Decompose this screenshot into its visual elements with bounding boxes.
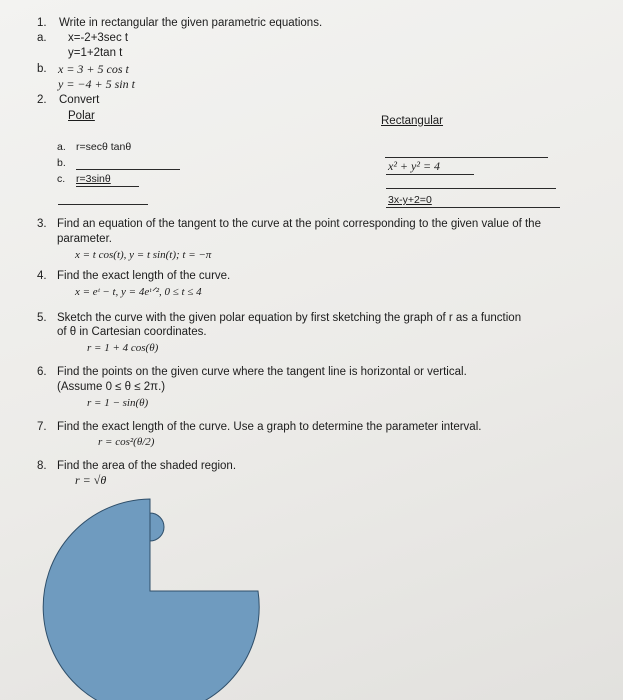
- q1b-y-equation: y = −4 + 5 sin t: [58, 77, 135, 91]
- polar-column-header: Polar: [68, 110, 95, 122]
- q2-number: 2.: [37, 94, 47, 106]
- q6-number: 6.: [37, 366, 47, 378]
- q8-number: 8.: [37, 460, 47, 472]
- q8-text: Find the area of the shaded region.: [57, 460, 237, 472]
- q5-text-line2: of θ in Cartesian coordinates.: [57, 326, 207, 338]
- q2b-rect-underline: [386, 174, 474, 175]
- q2b-polar-blank: [76, 169, 180, 170]
- q1-number: 1.: [37, 17, 47, 29]
- q5-number: 5.: [37, 312, 47, 324]
- q2a-label: a.: [57, 141, 66, 153]
- q3-number: 3.: [37, 218, 47, 230]
- q2a-polar: r=secθ tanθ: [76, 141, 132, 153]
- q5-equation: r = 1 + 4 cos(θ): [87, 342, 159, 354]
- q4-number: 4.: [37, 270, 47, 282]
- q2c-polar: r=3sinθ: [76, 173, 111, 185]
- q4-text: Find the exact length of the curve.: [57, 270, 231, 282]
- q1-text: Write in rectangular the given parametric equations.: [59, 17, 323, 29]
- q3-text-line1: Find an equation of the tangent to the curve at the point corresponding to the given value of the: [57, 218, 541, 230]
- q7-number: 7.: [37, 421, 47, 433]
- q2d-rect-underline: [386, 207, 560, 208]
- q2d-rect: 3x-y+2=0: [388, 194, 432, 206]
- q7-text: Find the exact length of the curve. Use a graph to determine the parameter interval.: [57, 421, 482, 433]
- q2c-rect-blank: [386, 188, 556, 189]
- q4-equation: x = eᵗ − t, y = 4eᵗᐟ², 0 ≤ t ≤ 4: [75, 286, 202, 298]
- q1b-label: b.: [37, 63, 47, 75]
- q1a-label: a.: [37, 32, 47, 44]
- q6-text-line2: (Assume 0 ≤ θ ≤ 2π.): [57, 381, 166, 393]
- rectangular-column-header: Rectangular: [381, 115, 444, 127]
- q6-text-line1: Find the points on the given curve where the tangent line is horizontal or vertical.: [57, 366, 467, 378]
- q2a-rect-blank: [385, 157, 548, 158]
- q1b-x-equation: x = 3 + 5 cos t: [58, 62, 129, 76]
- q8-equation: r = √θ: [75, 473, 107, 487]
- q6-equation: r = 1 − sin(θ): [87, 397, 149, 409]
- q2d-polar-blank: [58, 204, 148, 205]
- q1a-x-equation: x=-2+3sec t: [68, 32, 129, 44]
- q1a-y-equation: y=1+2tan t: [68, 47, 123, 59]
- q2c-label: c.: [57, 173, 66, 185]
- q7-equation: r = cos²(θ/2): [98, 436, 155, 448]
- q3-text-line2: parameter.: [57, 233, 112, 245]
- q5-text-line1: Sketch the curve with the given polar equation by first sketching the graph of r as a function: [57, 312, 522, 324]
- q2b-label: b.: [57, 157, 66, 169]
- shaded-region: [43, 499, 259, 700]
- q2c-polar-underline: [76, 186, 139, 187]
- q2-text: Convert: [59, 94, 100, 106]
- q2b-rect: x² + y² = 4: [388, 159, 441, 173]
- q3-equation: x = t cos(t), y = t sin(t); t = −π: [75, 249, 212, 261]
